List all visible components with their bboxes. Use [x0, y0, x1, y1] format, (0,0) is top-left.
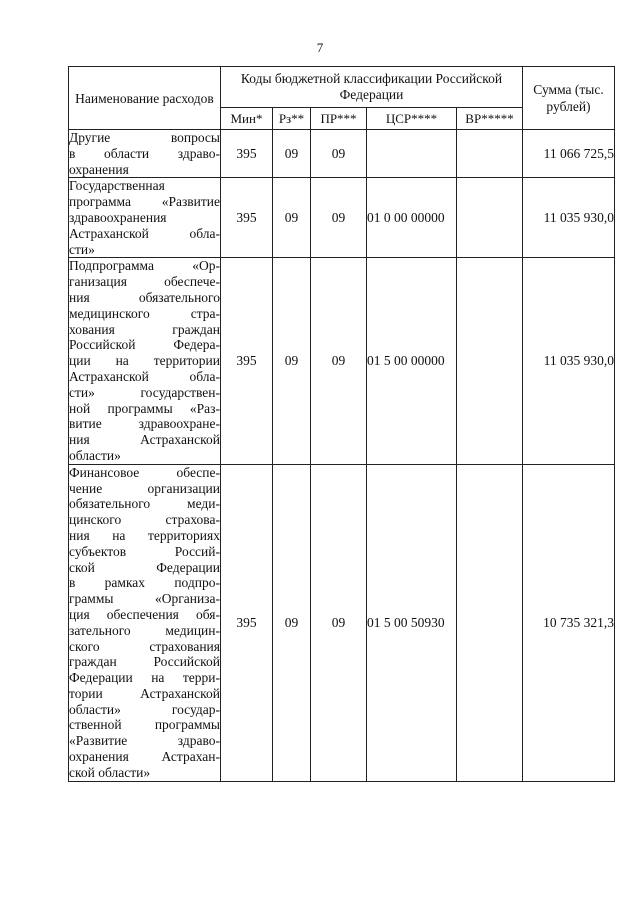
expense-name-line: граммы «Организа-	[69, 591, 220, 607]
expense-name-line: Астраханской обла-	[69, 368, 220, 384]
subsection-code: 09	[311, 258, 367, 464]
expense-name-line: охранения	[69, 161, 129, 177]
ministry-code: 395	[221, 130, 273, 178]
table-row	[69, 130, 615, 178]
expense-name-line: охранения Астрахан-	[69, 749, 220, 765]
expense-name-line: ция обеспечения обя-	[69, 606, 220, 622]
expense-name	[69, 178, 221, 258]
amount: 11 066 725,5	[523, 130, 615, 178]
subsection-code: 09	[311, 130, 367, 178]
expense-type-code	[457, 258, 523, 464]
expense-name-line: чение организации	[69, 480, 220, 496]
expense-name-line: зательного медицин-	[69, 622, 220, 638]
header-rz: Рз**	[273, 108, 311, 130]
header-codes: Коды бюджетной классификации Российской Федерации	[221, 67, 523, 108]
budget-table	[68, 66, 615, 782]
subsection-code: 09	[311, 178, 367, 258]
expense-name-line: ской области»	[69, 764, 151, 780]
page-number: 7	[316, 40, 324, 55]
amount: 11 035 930,0	[523, 178, 615, 258]
section-code: 09	[273, 258, 311, 464]
expense-name-line: «Развитие здраво-	[69, 733, 220, 749]
expense-name-line: медицинского стра-	[69, 305, 220, 321]
expense-type-code	[457, 464, 523, 781]
expense-name-line: ния обязательного	[69, 289, 220, 305]
expense-name-line: здравоохранения	[69, 209, 167, 225]
expense-name-line: в рамках подпро-	[69, 575, 220, 591]
section-code: 09	[273, 178, 311, 258]
expense-name-line: программа «Развитие	[69, 194, 220, 210]
target-article-code: 01 5 00 00000	[367, 258, 457, 464]
expense-name-line: ственной программы	[69, 717, 220, 733]
expense-name-line: ния на территориях	[69, 527, 220, 543]
expense-name-line: цинского страхова-	[69, 512, 220, 528]
expense-name-line: области» государ-	[69, 701, 220, 717]
expense-name-line: ции на территории	[69, 353, 220, 369]
expense-name-line: ского страхования	[69, 638, 220, 654]
ministry-code: 395	[221, 464, 273, 781]
expense-name-line: Российской Федера-	[69, 337, 220, 353]
expense-name-line: Финансовое обеспе-	[69, 464, 220, 480]
expense-name-line: ния Астраханской	[69, 432, 220, 448]
header-min: Мин*	[221, 108, 273, 130]
header-row	[69, 67, 615, 108]
expense-name-line: сти» государствен-	[69, 384, 220, 400]
amount: 11 035 930,0	[523, 258, 615, 464]
expense-name-line: в области здраво-	[69, 145, 220, 161]
table-row	[69, 464, 615, 781]
expense-name-line: субъектов Россий-	[69, 543, 220, 559]
expense-name-line: хования граждан	[69, 321, 220, 337]
expense-name	[69, 258, 221, 464]
expense-name-line: обязательного меди-	[69, 496, 220, 512]
table-row	[69, 178, 615, 258]
expense-type-code	[457, 130, 523, 178]
expense-name-line: Подпрограмма «Ор-	[69, 258, 220, 274]
expense-name-line: Астраханской обла-	[69, 225, 220, 241]
header-sum: Сумма (тыс. рублей)	[523, 67, 615, 130]
target-article-code: 01 0 00 00000	[367, 178, 457, 258]
expense-name-line: ной программы «Раз-	[69, 400, 220, 416]
section-code: 09	[273, 464, 311, 781]
expense-name-line: Федерации на терри-	[69, 670, 220, 686]
subsection-code: 09	[311, 464, 367, 781]
expense-name-line: сти»	[69, 241, 95, 257]
target-article-code	[367, 130, 457, 178]
target-article-code: 01 5 00 50930	[367, 464, 457, 781]
ministry-code: 395	[221, 258, 273, 464]
expense-name-line: ской Федерации	[69, 559, 220, 575]
expense-name-line: граждан Российской	[69, 654, 220, 670]
expense-name	[69, 130, 221, 178]
header-csr: ЦСР****	[367, 108, 457, 130]
header-name: Наименование расходов	[69, 67, 221, 130]
section-code: 09	[273, 130, 311, 178]
expense-type-code	[457, 178, 523, 258]
table-row	[69, 258, 615, 464]
expense-name-line: области»	[69, 447, 121, 463]
ministry-code: 395	[221, 178, 273, 258]
expense-name	[69, 464, 221, 781]
amount: 10 735 321,3	[523, 464, 615, 781]
expense-name-line: Другие вопросы	[69, 130, 220, 145]
expense-name-line: ганизация обеспече-	[69, 274, 220, 290]
expense-name-line: витие здравоохране-	[69, 416, 220, 432]
header-pr: ПР***	[311, 108, 367, 130]
expense-name-line: тории Астраханской	[69, 685, 220, 701]
header-vr: ВР*****	[457, 108, 523, 130]
table-body	[69, 130, 615, 782]
expense-name-line: Государственная	[69, 178, 165, 194]
